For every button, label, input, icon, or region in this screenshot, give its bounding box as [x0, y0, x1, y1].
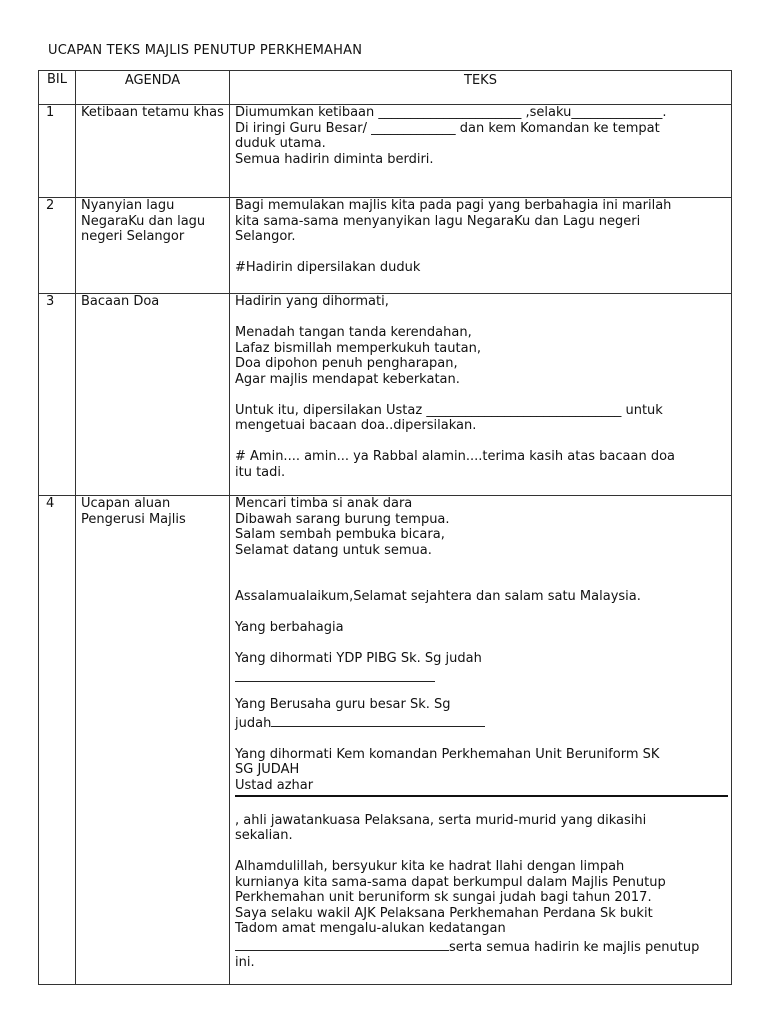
- text-line: Yang dihormati YDP PIBG Sk. Sg judah: [235, 651, 482, 666]
- row-agenda: Nyanyian lagu NegaraKu dan lagu negeri Selangor: [76, 198, 230, 294]
- text-line: Yang berbahagia: [235, 620, 344, 635]
- header-bil: BIL: [39, 71, 76, 105]
- text-line: Selamat datang untuk semua.: [235, 542, 432, 558]
- row-teks: [230, 198, 732, 294]
- text-line: itu tadi.: [235, 464, 286, 480]
- text-line: Lafaz bismillah memperkukuh tautan,: [235, 340, 481, 356]
- text-line: Bagi memulakan majlis kita pada pagi yang berbahagia ini marilah: [235, 198, 672, 213]
- row-teks: [230, 294, 732, 496]
- text-line: Doa dipohon penuh pengharapan,: [235, 356, 458, 371]
- text-line: #Hadirin dipersilakan duduk: [235, 260, 421, 275]
- row-teks: [230, 496, 732, 985]
- row-bil: 1: [39, 105, 76, 198]
- row-agenda: Ketibaan tetamu khas: [76, 105, 230, 198]
- text-line: Perkhemahan unit beruniform sk sungai judah bagi tahun 2017.: [235, 890, 652, 905]
- document-title: UCAPAN TEKS MAJLIS PENUTUP PERKHEMAHAN: [48, 43, 363, 58]
- text-line: Assalamualaikum,Selamat sejahtera dan salam satu Malaysia.: [235, 589, 641, 604]
- text-line: Semua hadirin diminta berdiri.: [235, 151, 434, 167]
- text-line: Dibawah sarang burung tempua.: [235, 511, 450, 527]
- text-line: [235, 937, 726, 956]
- text-line: Salam sembah pembuka bicara,: [235, 527, 445, 542]
- row-agenda: Ucapan aluan Pengerusi Majlis: [76, 496, 230, 985]
- text-line: Yang dihormati Kem komandan Perkhemahan Unit Beruniform SK: [235, 746, 660, 762]
- row-bil: 4: [39, 496, 76, 985]
- blank-line: [271, 713, 485, 727]
- header-teks: TEKS: [230, 71, 732, 105]
- text-line: Yang Berusaha guru besar Sk. Sg: [235, 697, 451, 712]
- text-line: duduk utama.: [235, 136, 326, 151]
- text-line: , ahli jawatankuasa Pelaksana, serta murid-murid yang dikasihi: [235, 812, 647, 828]
- text-line: SG JUDAH: [235, 762, 300, 777]
- text-line: Agar majlis mendapat keberkatan.: [235, 371, 460, 387]
- row-bil: 3: [39, 294, 76, 496]
- row-teks: [230, 105, 732, 198]
- table-header-row: [39, 71, 732, 105]
- text-line: Hadirin yang dihormati,: [235, 294, 389, 309]
- text-line: Ustad azhar: [235, 777, 314, 793]
- text-line: Untuk itu, dipersilakan Ustaz ______________________________ untuk: [235, 402, 663, 418]
- table-row: [39, 198, 732, 294]
- text-line: mengetuai bacaan doa..dipersilakan.: [235, 418, 477, 433]
- blank-line: [235, 937, 449, 951]
- text-line: Menadah tangan tanda kerendahan,: [235, 325, 472, 340]
- text-line: kita sama-sama menyanyikan lagu NegaraKu dan Lagu negeri: [235, 213, 641, 229]
- text-line: Di iringi Guru Besar/ _____________ dan kem Komandan ke tempat: [235, 120, 660, 136]
- text-line: Mencari timba si anak dara: [235, 496, 413, 511]
- text-line: Tadom amat mengalu-alukan kedatangan: [235, 921, 506, 936]
- table-row: [39, 105, 732, 198]
- text-line: [235, 713, 726, 732]
- table-row: [39, 496, 732, 985]
- text-line: kurnianya kita sama-sama dapat berkumpul dalam Majlis Penutup: [235, 874, 666, 890]
- text-fragment: judah: [235, 715, 272, 731]
- blank-line: [235, 668, 435, 682]
- text-line: Alhamdulillah, bersyukur kita ke hadrat Ilahi dengan limpah: [235, 859, 625, 874]
- text-line: ini.: [235, 955, 255, 970]
- row-bil: 2: [39, 198, 76, 294]
- text-fragment: serta semua hadirin ke majlis penutup: [449, 939, 700, 955]
- agenda-table: [38, 70, 732, 985]
- row-agenda: Bacaan Doa: [76, 294, 230, 496]
- text-line: Selangor.: [235, 229, 296, 244]
- text-line: sekalian.: [235, 828, 293, 843]
- text-line: Diumumkan ketibaan ______________________ ,selaku______________.: [235, 105, 667, 120]
- header-agenda: AGENDA: [76, 71, 230, 105]
- table-row: [39, 294, 732, 496]
- text-line: # Amin.... amin... ya Rabbal alamin....terima kasih atas bacaan doa: [235, 449, 676, 464]
- text-line: Saya selaku wakil AJK Pelaksana Perkhemahan Perdana Sk bukit: [235, 905, 653, 921]
